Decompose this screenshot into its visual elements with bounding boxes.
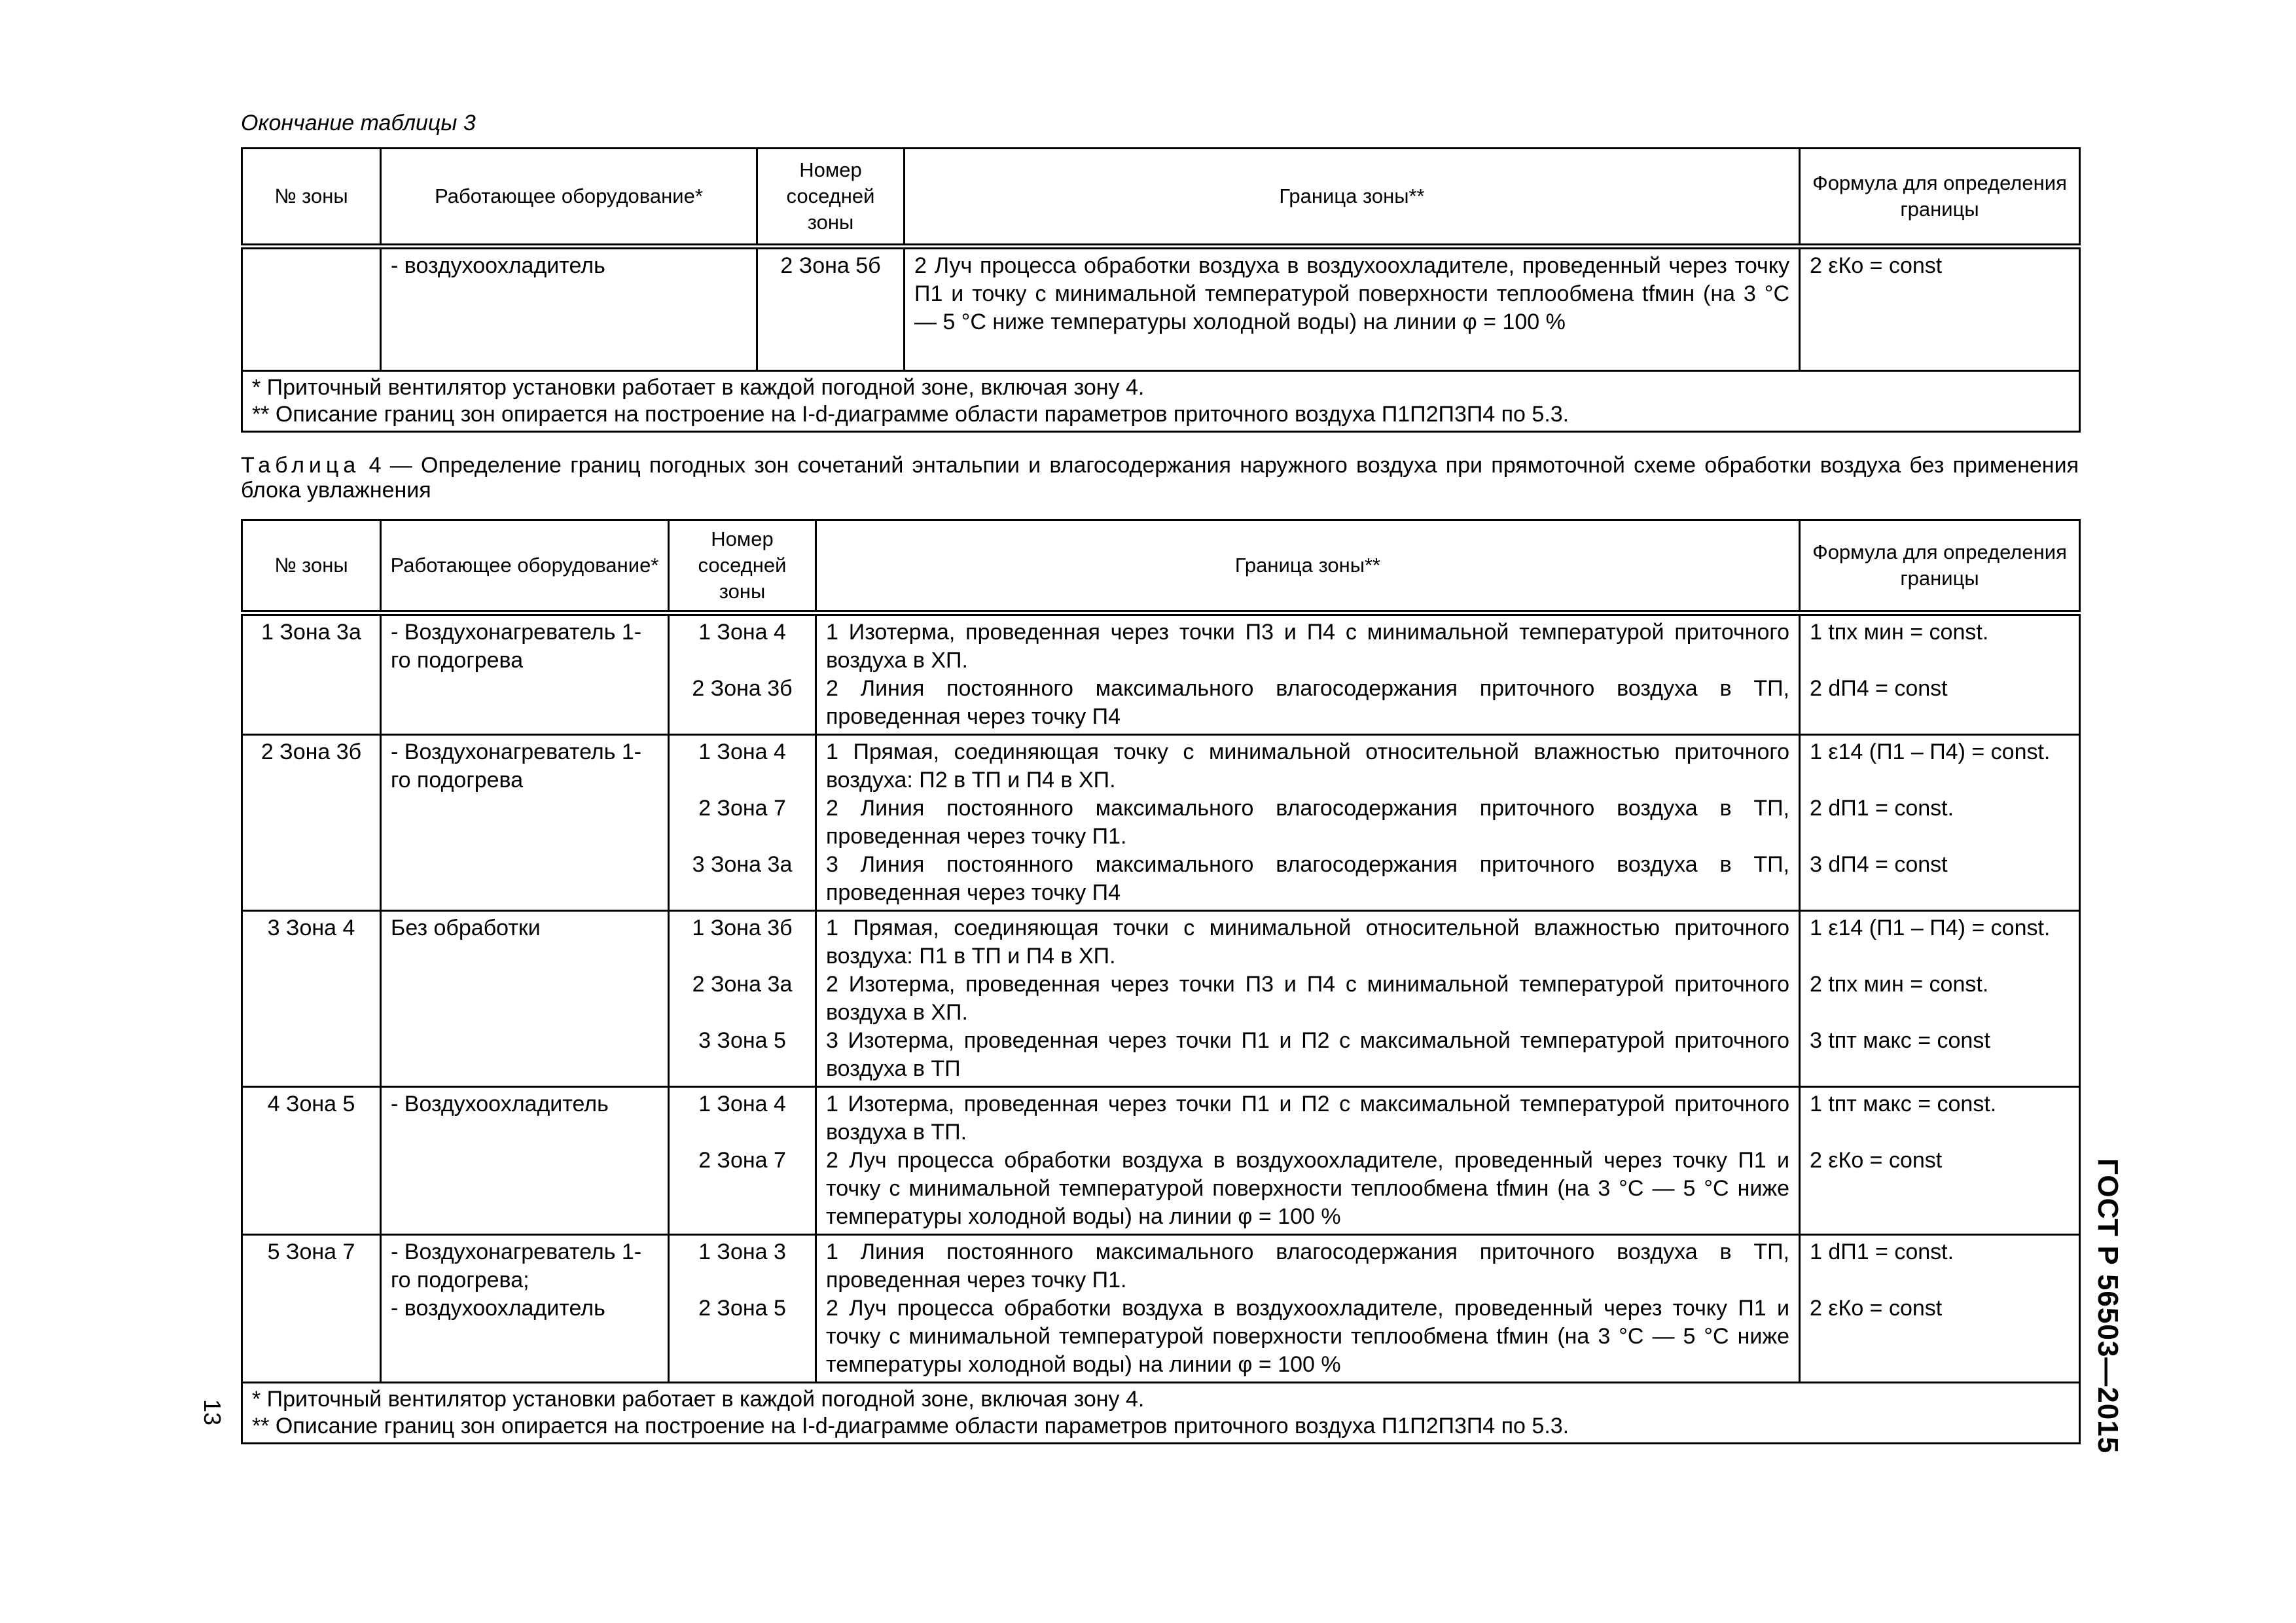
boundary-cell <box>816 735 1800 911</box>
zone-cell: 5 Зона 7 <box>242 1235 381 1383</box>
table-row <box>242 1087 2080 1235</box>
table3 <box>241 147 2081 433</box>
formula-item: 1 ε14 (П1 – П4) = const. <box>1810 916 2051 940</box>
boundary-item: 1 Изотерма, проведенная через точки П3 и П4 с минимальной температурой приточного воздуха в ХП. <box>826 620 1789 673</box>
boundary-item: 1 Прямая, соединяющая точки с минимальной относительной влажностью приточного воздуха: П1 в ТП и П4 в ХП. <box>826 916 1789 969</box>
zone-cell: 4 Зона 5 <box>242 1087 381 1235</box>
neighbor-item: 2 Зона 3а <box>692 972 793 997</box>
table3-header-formula: Формула для определения границы <box>1800 149 2080 247</box>
formula-item: 2 εКо = const <box>1810 1148 1943 1173</box>
formula-item: 2 tпх мин = const. <box>1810 972 1989 997</box>
equipment-item: - Воздухонагреватель 1-го подогрева <box>391 740 642 793</box>
formula-item: 1 ε14 (П1 – П4) = const. <box>1810 740 2051 764</box>
boundary-cell <box>816 1087 1800 1235</box>
page-number: 13 <box>199 1399 226 1426</box>
table4-label: Таблица <box>241 453 361 478</box>
table-row <box>242 1235 2080 1383</box>
equipment-cell <box>381 735 669 911</box>
neighbor-item: 1 Зона 4 <box>698 620 786 645</box>
formula-cell <box>1800 1235 2080 1383</box>
formula-cell <box>1800 1087 2080 1235</box>
table3-caption: Окончание таблицы 3 <box>241 111 476 135</box>
table3-cell-equipment: - воздухоохладитель <box>381 247 757 371</box>
equipment-item: Без обработки <box>391 916 541 940</box>
formula-item: 1 dП1 = const. <box>1810 1240 1954 1264</box>
formula-cell <box>1800 735 2080 911</box>
document-code: ГОСТ Р 56503—2015 <box>2092 1158 2124 1454</box>
table-row <box>242 613 2080 735</box>
formula-item: 1 tпх мин = const. <box>1810 620 1989 645</box>
table4-note-2: ** Описание границ зон опирается на построение на I-d-диаграмме области параметров приточного воздуха П1П2П3П4 по 5.3. <box>252 1414 1570 1438</box>
table3-note-1: * Приточный вентилятор установки работает в каждой погодной зоне, включая зону 4. <box>252 375 1145 400</box>
neighbor-item: 1 Зона 3 <box>698 1240 786 1264</box>
boundary-cell <box>816 911 1800 1087</box>
formula-item: 2 εКо = const <box>1810 1296 1943 1321</box>
table3-header-zone: № зоны <box>242 149 381 247</box>
table3-note-2: ** Описание границ зон опирается на построение на I-d-диаграмме области параметров приточного воздуха П1П2П3П4 по 5.3. <box>252 402 1570 427</box>
table-row <box>242 735 2080 911</box>
neighbor-item: 1 Зона 3б <box>692 916 793 940</box>
equipment-item: - Воздухоохладитель <box>391 1092 609 1116</box>
boundary-item: 2 Луч процесса обработки воздуха в воздухоохладителе, проведенный через точку П1 и точку с минимальной температурой поверхности теплообмена tfмин (на 3 °С — 5 °С ниже температуры холодной воды) на линии φ = 100 % <box>826 1296 1789 1377</box>
boundary-item: 2 Линия постоянного максимального влагосодержания приточного воздуха в ТП, проведенная через точку П4 <box>826 676 1789 729</box>
equipment-item: - Воздухонагреватель 1-го подогрева; <box>391 1240 642 1293</box>
table3-cell-formula: 2 εКо = const <box>1800 247 2080 371</box>
boundary-cell <box>816 1235 1800 1383</box>
boundary-item: 2 Изотерма, проведенная через точки П3 и П4 с минимальной температурой приточного воздуха в ХП. <box>826 972 1789 1025</box>
equipment-item: - Воздухонагреватель 1-го подогрева <box>391 620 642 673</box>
neighbor-item: 3 Зона 3а <box>692 852 793 877</box>
formula-item: 2 dП4 = const <box>1810 676 1948 701</box>
table4-header-zone: № зоны <box>242 520 381 613</box>
zone-cell: 3 Зона 4 <box>242 911 381 1087</box>
equipment-cell <box>381 1087 669 1235</box>
equipment-cell <box>381 613 669 735</box>
formula-cell <box>1800 613 2080 735</box>
boundary-item: 2 Луч процесса обработки воздуха в воздухоохладителе, проведенный через точку П1 и точку с минимальной температурой поверхности теплообмена tfмин (на 3 °С — 5 °С ниже температуры холодной воды) на линии φ = 100 % <box>826 1148 1789 1229</box>
table4-note-1: * Приточный вентилятор установки работает в каждой погодной зоне, включая зону 4. <box>252 1387 1145 1412</box>
zone-cell: 1 Зона 3а <box>242 613 381 735</box>
equipment-item: - воздухоохладитель <box>391 1296 605 1321</box>
table4-header-formula: Формула для определения границы <box>1800 520 2080 613</box>
table3-header-equipment: Работающее оборудование* <box>381 149 757 247</box>
boundary-cell <box>816 613 1800 735</box>
neighbor-cell <box>669 911 816 1087</box>
boundary-item: 3 Линия постоянного максимального влагосодержания приточного воздуха в ТП, проведенная через точку П4 <box>826 852 1789 905</box>
table4 <box>241 519 2081 1444</box>
table4-title <box>241 453 2079 503</box>
neighbor-item: 2 Зона 3б <box>692 676 793 701</box>
formula-cell <box>1800 911 2080 1087</box>
table3-cell-boundary: 2 Луч процесса обработки воздуха в воздухоохладителе, проведенный через точку П1 и точку с минимальной температурой поверхности теплообмена tfмин (на 3 °С — 5 °С ниже температуры холодной воды) на линии φ = 100 % <box>905 247 1800 371</box>
table4-title-text: 4 — Определение границ погодных зон сочетаний энтальпии и влагосодержания наружного воздуха при прямоточной схеме обработки воздуха без применения блока увлажнения <box>241 453 2079 503</box>
neighbor-cell <box>669 613 816 735</box>
table3-notes <box>242 371 2080 432</box>
neighbor-cell <box>669 1087 816 1235</box>
neighbor-item: 2 Зона 7 <box>698 796 786 821</box>
neighbor-cell <box>669 735 816 911</box>
neighbor-item: 1 Зона 4 <box>698 740 786 764</box>
neighbor-item: 3 Зона 5 <box>698 1028 786 1053</box>
zone-cell: 2 Зона 3б <box>242 735 381 911</box>
formula-item: 3 dП4 = const <box>1810 852 1948 877</box>
boundary-item: 1 Изотерма, проведенная через точки П1 и П2 с максимальной температурой приточного воздуха в ТП. <box>826 1092 1789 1145</box>
neighbor-cell <box>669 1235 816 1383</box>
boundary-item: 1 Прямая, соединяющая точку с минимальной относительной влажностью приточного воздуха: П2 в ТП и П4 в ХП. <box>826 740 1789 793</box>
table-row <box>242 911 2080 1087</box>
table3-cell-zone <box>242 247 381 371</box>
formula-item: 3 tпт макс = const <box>1810 1028 1990 1053</box>
formula-item: 2 dП1 = const. <box>1810 796 1954 821</box>
formula-item: 1 tпт макс = const. <box>1810 1092 1997 1116</box>
table3-header-boundary: Граница зоны** <box>905 149 1800 247</box>
neighbor-item: 2 Зона 7 <box>698 1148 786 1173</box>
neighbor-item: 2 Зона 5 <box>698 1296 786 1321</box>
boundary-item: 3 Изотерма, проведенная через точки П1 и П2 с максимальной температурой приточного воздуха в ТП <box>826 1028 1789 1081</box>
table4-header-equipment: Работающее оборудование* <box>381 520 669 613</box>
neighbor-item: 1 Зона 4 <box>698 1092 786 1116</box>
table3-cell-neighbor: 2 Зона 5б <box>757 247 905 371</box>
equipment-cell <box>381 1235 669 1383</box>
equipment-cell <box>381 911 669 1087</box>
table4-notes <box>242 1383 2080 1444</box>
table3-header-neighbor: Номер соседней зоны <box>757 149 905 247</box>
boundary-item: 1 Линия постоянного максимального влагосодержания приточного воздуха в ТП, проведенная через точку П1. <box>826 1240 1789 1293</box>
table4-header-neighbor: Номер соседней зоны <box>669 520 816 613</box>
boundary-item: 2 Линия постоянного максимального влагосодержания приточного воздуха в ТП, проведенная через точку П1. <box>826 796 1789 849</box>
table-row <box>242 247 2080 371</box>
table4-header-boundary: Граница зоны** <box>816 520 1800 613</box>
